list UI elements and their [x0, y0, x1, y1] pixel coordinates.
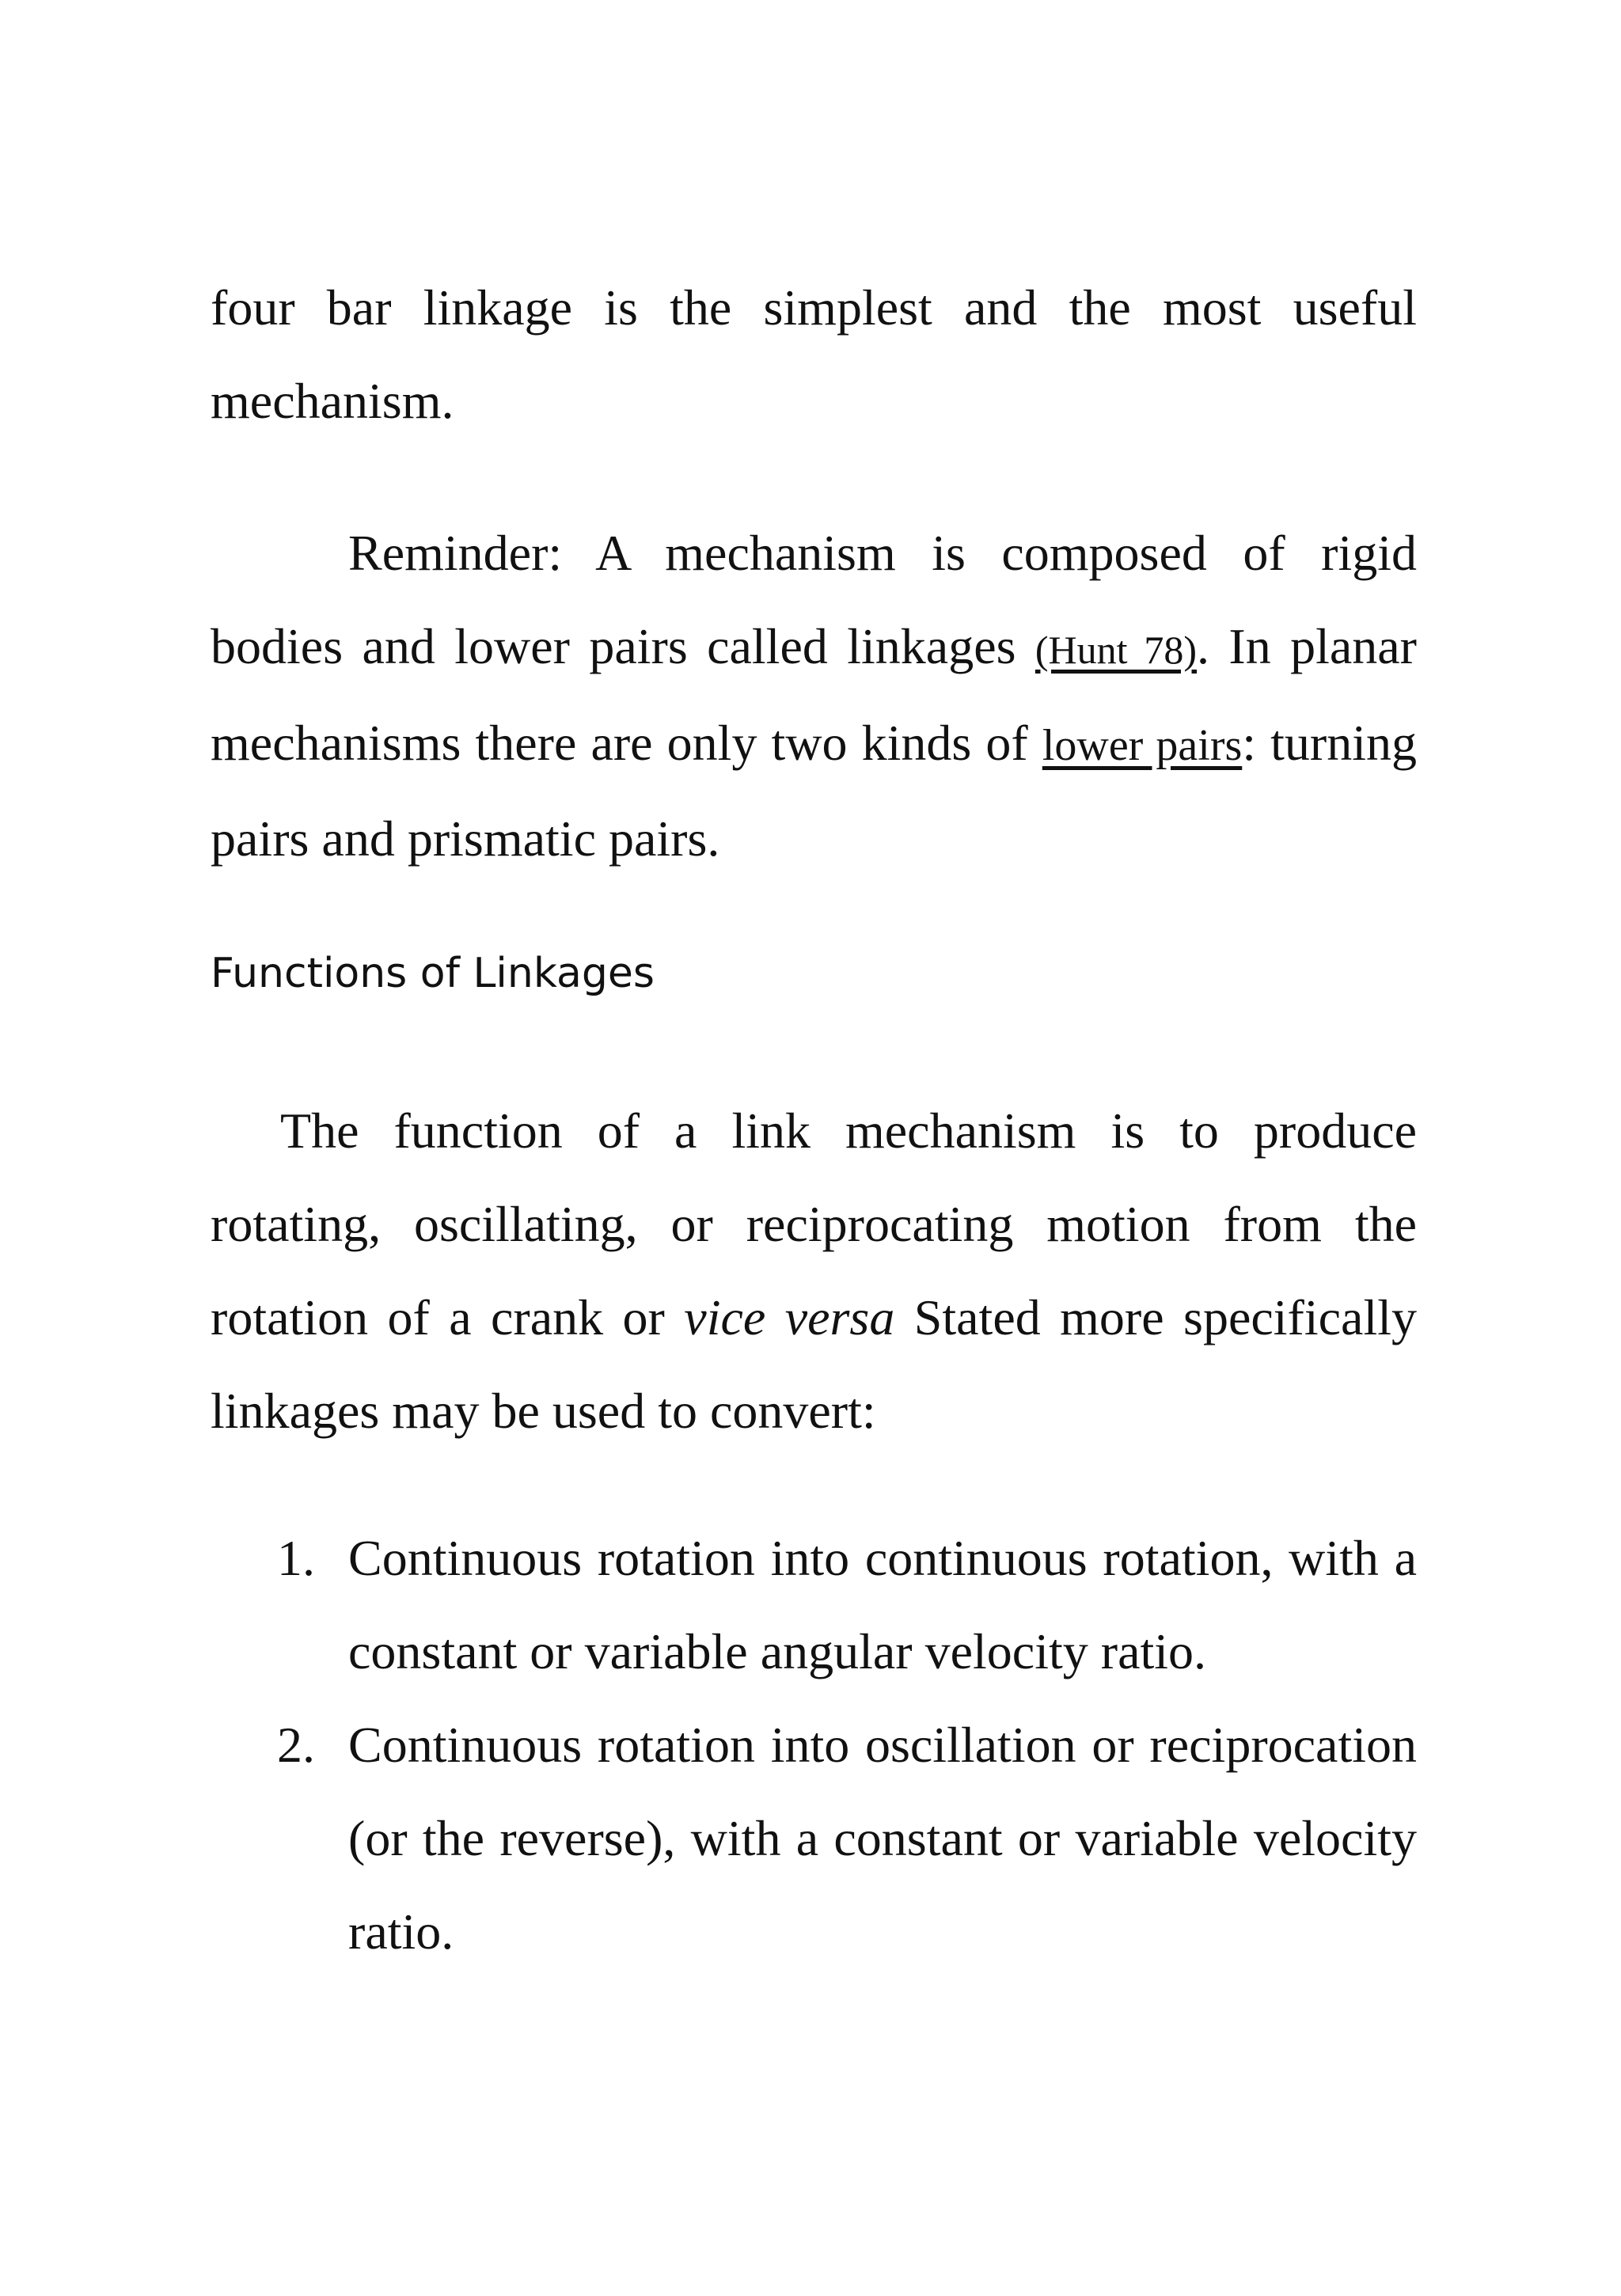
citation-link[interactable]: (Hunt 78)	[1034, 628, 1198, 672]
section-heading: Functions of Linkages	[211, 950, 655, 997]
paragraph-intro-text: four bar linkage is the simplest and the most useful mechanism.	[211, 279, 1417, 429]
paragraph-reminder	[211, 507, 1417, 886]
functions-text-part1: The function of a link mechanism is to produce rotating, oscillating, or reciprocating motion from the rotation of a crank or	[211, 1102, 1417, 1345]
reminder-text-part3: : turning pairs and prismatic pairs.	[211, 715, 1418, 867]
reminder-text-part1: Reminder: A mechanism is composed of rigid bodies and lower pairs called linkages	[211, 525, 1417, 674]
list-item-text: Continuous rotation into continuous rotation, with a constant or variable angular velocity ratio.	[348, 1530, 1417, 1679]
functions-text-part2: Stated more specifically linkages may be used to convert:	[211, 1289, 1418, 1439]
conversion-list	[211, 1512, 1417, 1979]
list-item	[211, 1512, 1417, 1698]
paragraph-functions	[211, 1084, 1417, 1458]
reminder-text-part2: . In planar mechanisms there are only two kinds of	[211, 618, 1417, 771]
list-item-number: 1.	[277, 1530, 315, 1586]
lower-pairs-link[interactable]: lower pairs	[1042, 721, 1243, 770]
list-item-number: 2.	[277, 1717, 315, 1773]
list-item	[211, 1698, 1417, 1979]
paragraph-intro	[211, 261, 1417, 448]
list-item-text: Continuous rotation into oscillation or reciprocation (or the reverse), with a constant or variable velocity ratio.	[348, 1717, 1417, 1960]
functions-text-italic: vice versa	[684, 1289, 895, 1345]
